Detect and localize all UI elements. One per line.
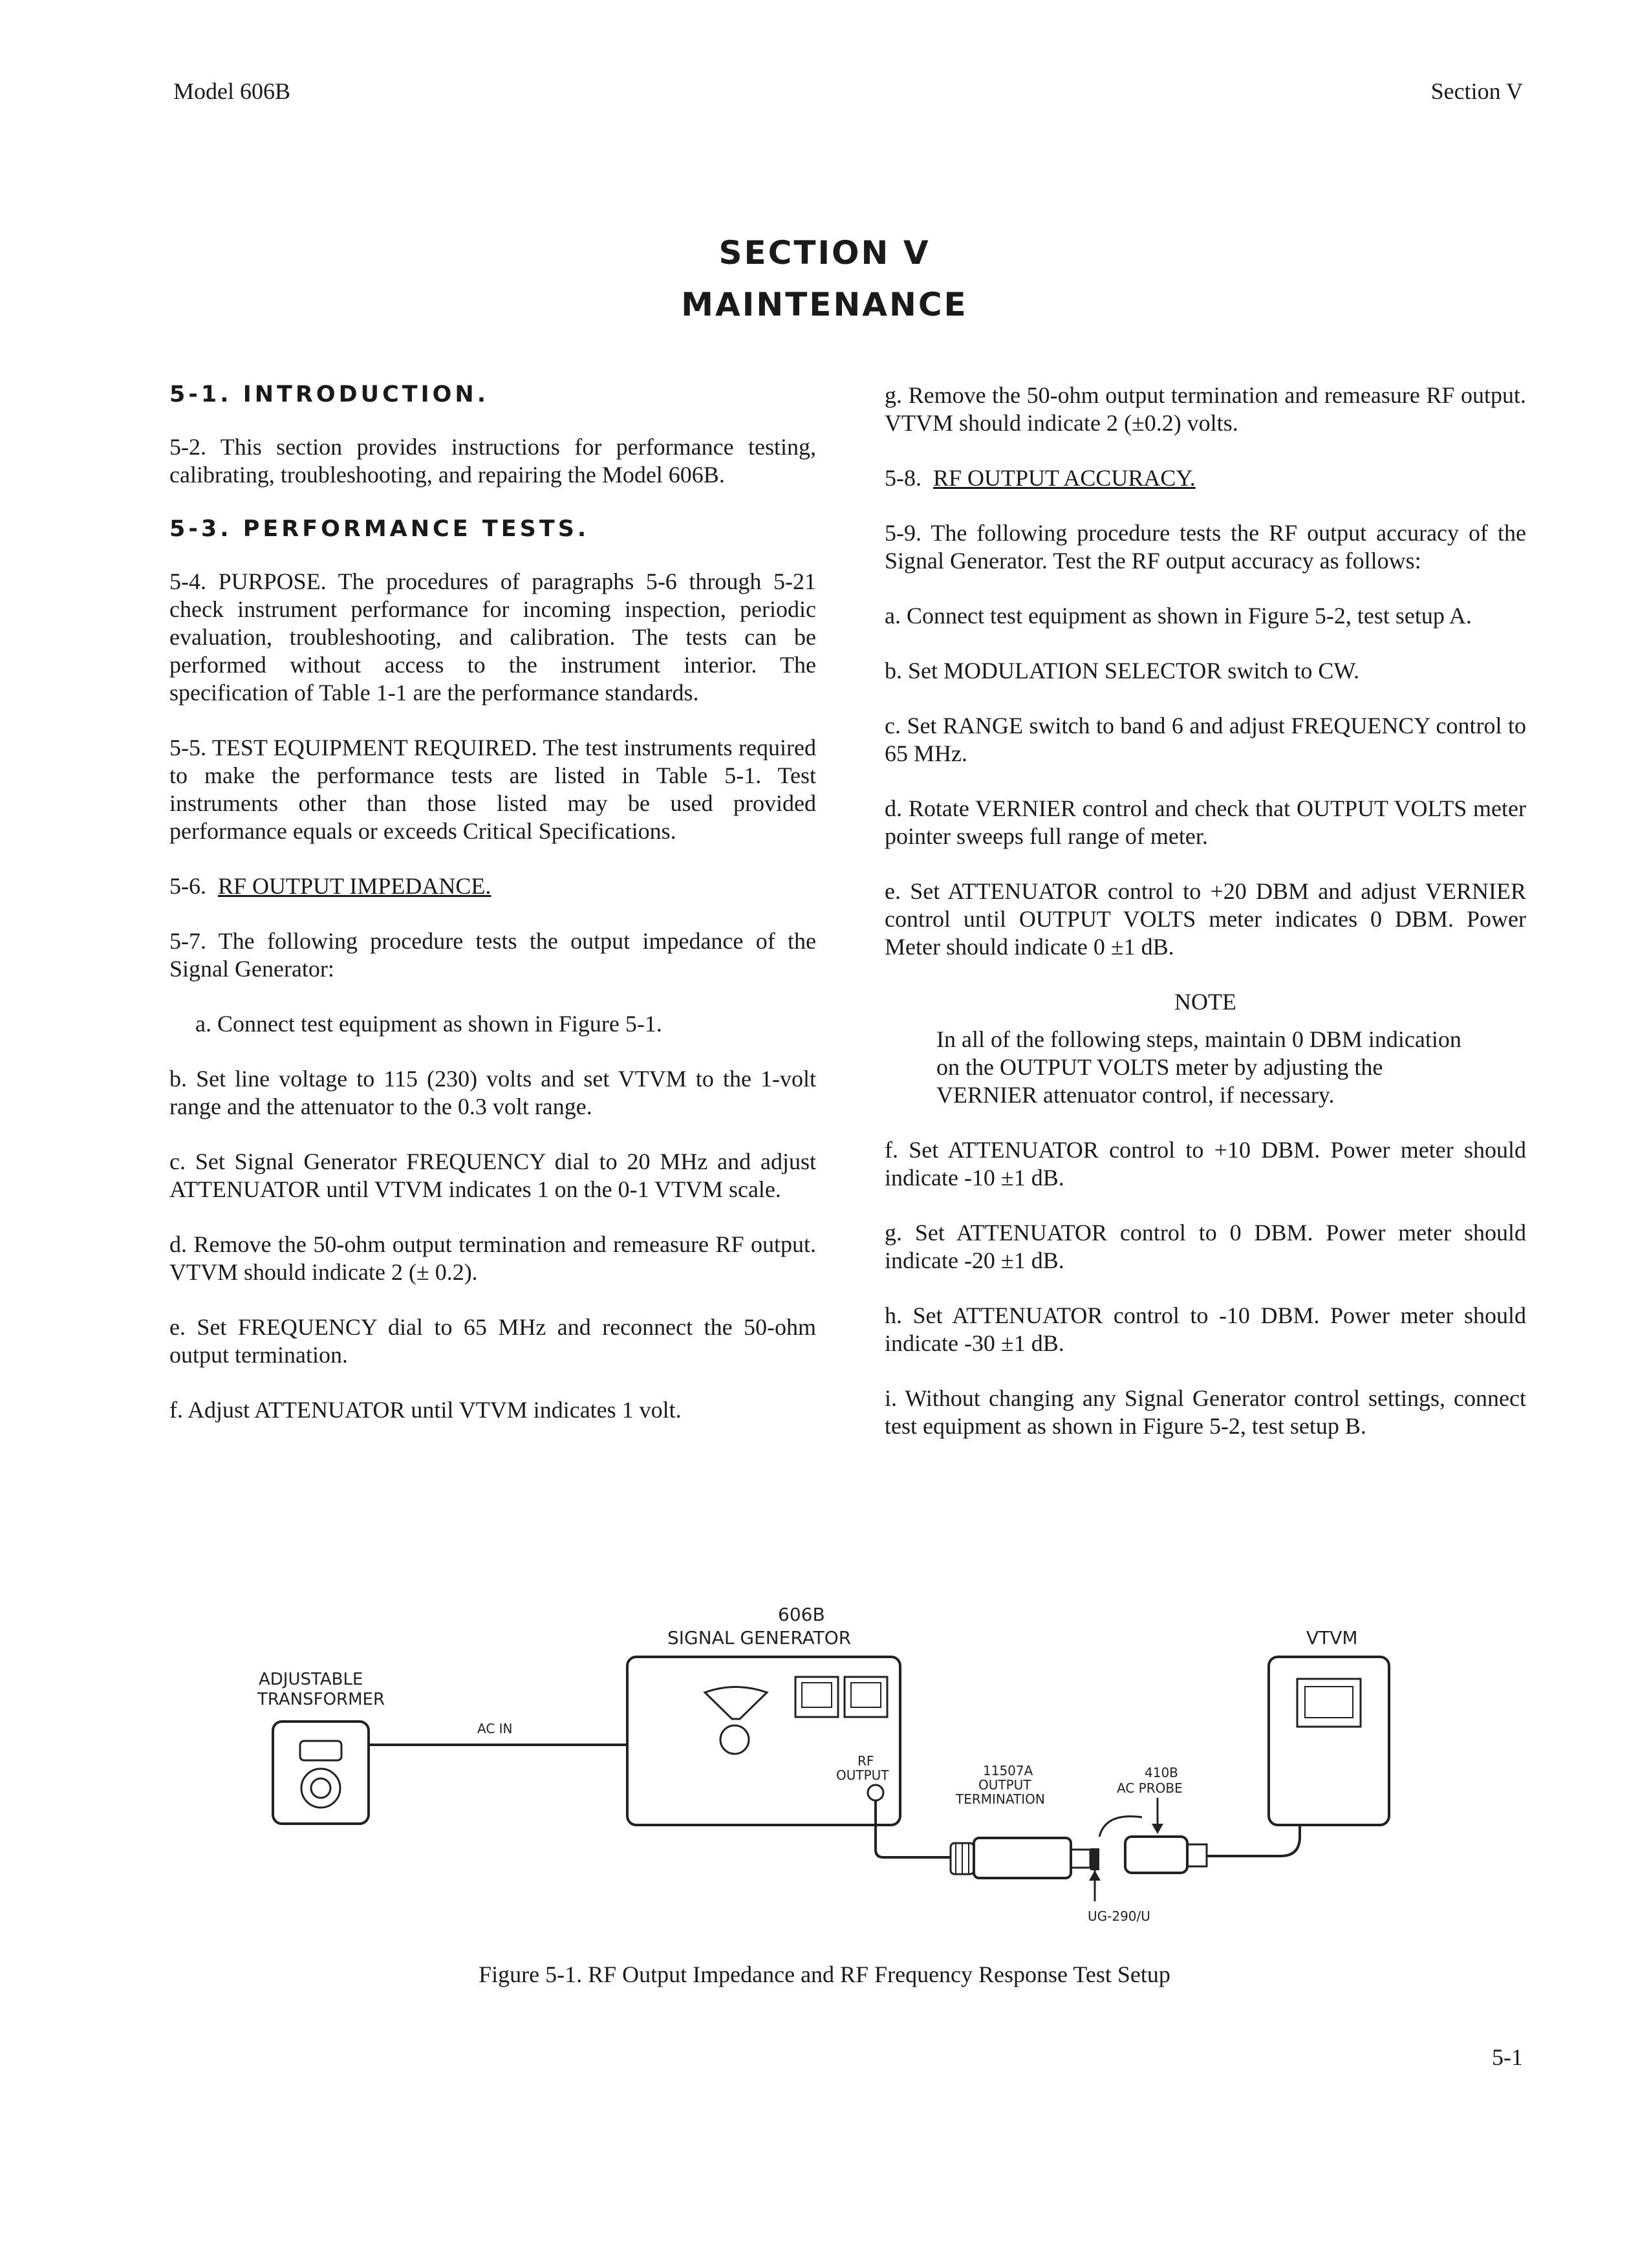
left-column	[169, 382, 816, 1451]
heading-rf-output-impedance	[169, 872, 816, 900]
paragraph-5-4: 5-4. PURPOSE. The procedures of paragraphs 5-6 through 5-21 check instrument performance for incoming inspection, periodic evaluation, troubleshooting, and calibration. The tests can be performed without access to the instrument interior. The specification of Table 1-1 are the performance standards.	[169, 568, 816, 706]
dial-window-icon	[705, 1687, 767, 1720]
heading-number: 5-6.	[169, 873, 206, 899]
vtvm-meter-face	[1305, 1687, 1353, 1718]
step-d: d. Remove the 50-ohm output termination and remeasure RF output. VTVM should indicate 2 (± 0.2).	[169, 1231, 816, 1285]
probe-arrow-head	[1152, 1824, 1163, 1834]
label-termination: TERMINATION	[956, 1791, 1045, 1807]
label-ac-probe: AC PROBE	[1117, 1780, 1183, 1796]
page-number: 5-1	[1492, 2044, 1523, 2070]
label-output: OUTPUT	[836, 1767, 889, 1783]
meter-2-face	[851, 1683, 881, 1707]
step-d: d. Rotate VERNIER control and check that OUTPUT VOLTS meter pointer sweeps full range of meter.	[885, 795, 1526, 849]
label-transformer: TRANSFORMER	[257, 1690, 385, 1709]
right-column	[885, 382, 1526, 1467]
step-f: f. Set ATTENUATOR control to +10 DBM. Power meter should indicate -10 ±1 dB.	[885, 1137, 1526, 1191]
note-text: In all of the following steps, maintain 0 DBM indication on the OUTPUT VOLTS meter by adjusting the VERNIER attenuator control, if necessary.	[936, 1026, 1461, 1108]
figure-5-1-diagram	[239, 1604, 1410, 1927]
heading-text: RF OUTPUT ACCURACY.	[933, 465, 1196, 491]
transformer-knob-outer	[301, 1769, 340, 1808]
step-e: e. Set ATTENUATOR control to +20 DBM and adjust VERNIER control until OUTPUT VOLTS meter indicates 0 DBM. Power Meter should indicate 0 ±1 dB.	[885, 878, 1526, 960]
running-header-model: Model 606B	[173, 78, 291, 104]
label-signal-generator: SIGNAL GENERATOR	[667, 1627, 852, 1648]
label-rf: RF	[857, 1753, 874, 1769]
note-title: NOTE	[1174, 989, 1236, 1015]
step-b: b. Set MODULATION SELECTOR switch to CW.	[885, 658, 1360, 684]
label-vtvm: VTVM	[1306, 1627, 1358, 1648]
step-f: f. Adjust ATTENUATOR until VTVM indicates 1 volt.	[169, 1397, 682, 1423]
paragraph-5-7: 5-7. The following procedure tests the output impedance of the Signal Generator:	[169, 928, 816, 982]
heading-number: 5-8.	[885, 465, 921, 491]
step-a: a. Connect test equipment as shown in Figure 5-1.	[195, 1011, 662, 1037]
step-c: c. Set Signal Generator FREQUENCY dial to 20 MHz and adjust ATTENUATOR until VTVM indicates 1 on the 0-1 VTVM scale.	[169, 1149, 816, 1202]
label-ug-290-u: UG-290/U	[1088, 1908, 1150, 1924]
meter-1-face	[802, 1683, 832, 1707]
running-header-section: Section V	[1430, 78, 1523, 104]
section-title: SECTION V	[718, 234, 931, 272]
step-e: e. Set FREQUENCY dial to 65 MHz and reconnect the 50-ohm output termination.	[169, 1314, 816, 1368]
paragraph-5-9: 5-9. The following procedure tests the RF output accuracy of the Signal Generator. Test the RF output accuracy as follows:	[885, 520, 1526, 574]
label-termination-output: OUTPUT	[978, 1777, 1031, 1793]
step-c: c. Set RANGE switch to band 6 and adjust FREQUENCY control to 65 MHz.	[885, 713, 1526, 766]
transformer-window	[300, 1741, 341, 1760]
label-410b: 410B	[1145, 1765, 1178, 1780]
figure-caption: Figure 5-1. RF Output Impedance and RF Frequency Response Test Setup	[479, 1961, 1170, 1987]
heading-text: RF OUTPUT IMPEDANCE.	[218, 873, 491, 899]
step-a: a. Connect test equipment as shown in Figure 5-2, test setup A.	[885, 603, 1472, 629]
rf-output-connector	[868, 1785, 883, 1800]
probe-tip-lead	[1099, 1817, 1142, 1837]
section-subtitle: MAINTENANCE	[681, 286, 968, 323]
label-ac-in: AC IN	[477, 1721, 513, 1736]
step-g2: g. Set ATTENUATOR control to 0 DBM. Power meter should indicate -20 ±1 dB.	[885, 1220, 1526, 1273]
heading-rf-output-accuracy	[885, 464, 1526, 492]
ac-probe-tail	[1187, 1844, 1207, 1866]
rf-cable	[876, 1800, 951, 1857]
label-606b: 606B	[778, 1604, 825, 1625]
heading-introduction: 5-1. INTRODUCTION.	[169, 382, 490, 407]
termination-body	[974, 1838, 1071, 1878]
ug-arrow-head	[1089, 1870, 1101, 1881]
vtvm-box	[1269, 1657, 1389, 1825]
paragraph-5-2: 5-2. This section provides instructions for performance testing, calibrating, troubleshooting, and repairing the Model 606B.	[169, 434, 816, 488]
ac-probe-body	[1125, 1837, 1187, 1873]
step-b: b. Set line voltage to 115 (230) volts and set VTVM to the 1-volt range and the attenuator to the 0.3 volt range.	[169, 1066, 816, 1119]
ug-290-adapter	[1090, 1848, 1099, 1870]
frequency-dial	[720, 1725, 749, 1754]
paragraph-5-5: 5-5. TEST EQUIPMENT REQUIRED. The test instruments required to make the performance tests are listed in Table 5-1. Test instruments other than those listed may be used provided performance equals or exceeds Critical Specifications.	[169, 735, 816, 844]
label-11507a: 11507A	[983, 1763, 1033, 1778]
step-g: g. Remove the 50-ohm output termination and remeasure RF output. VTVM should indicate 2 (±0.2) volts.	[885, 382, 1526, 436]
step-h: h. Set ATTENUATOR control to -10 DBM. Power meter should indicate -30 ±1 dB.	[885, 1302, 1526, 1356]
transformer-knob-inner	[311, 1778, 330, 1798]
termination-tip	[1071, 1850, 1090, 1868]
step-i: i. Without changing any Signal Generator control settings, connect test equipment as shown in Figure 5-2, test setup B.	[885, 1385, 1526, 1439]
probe-cable	[1207, 1825, 1300, 1856]
label-adjustable: ADJUSTABLE	[259, 1670, 363, 1689]
heading-performance-tests: 5-3. PERFORMANCE TESTS.	[169, 516, 590, 542]
